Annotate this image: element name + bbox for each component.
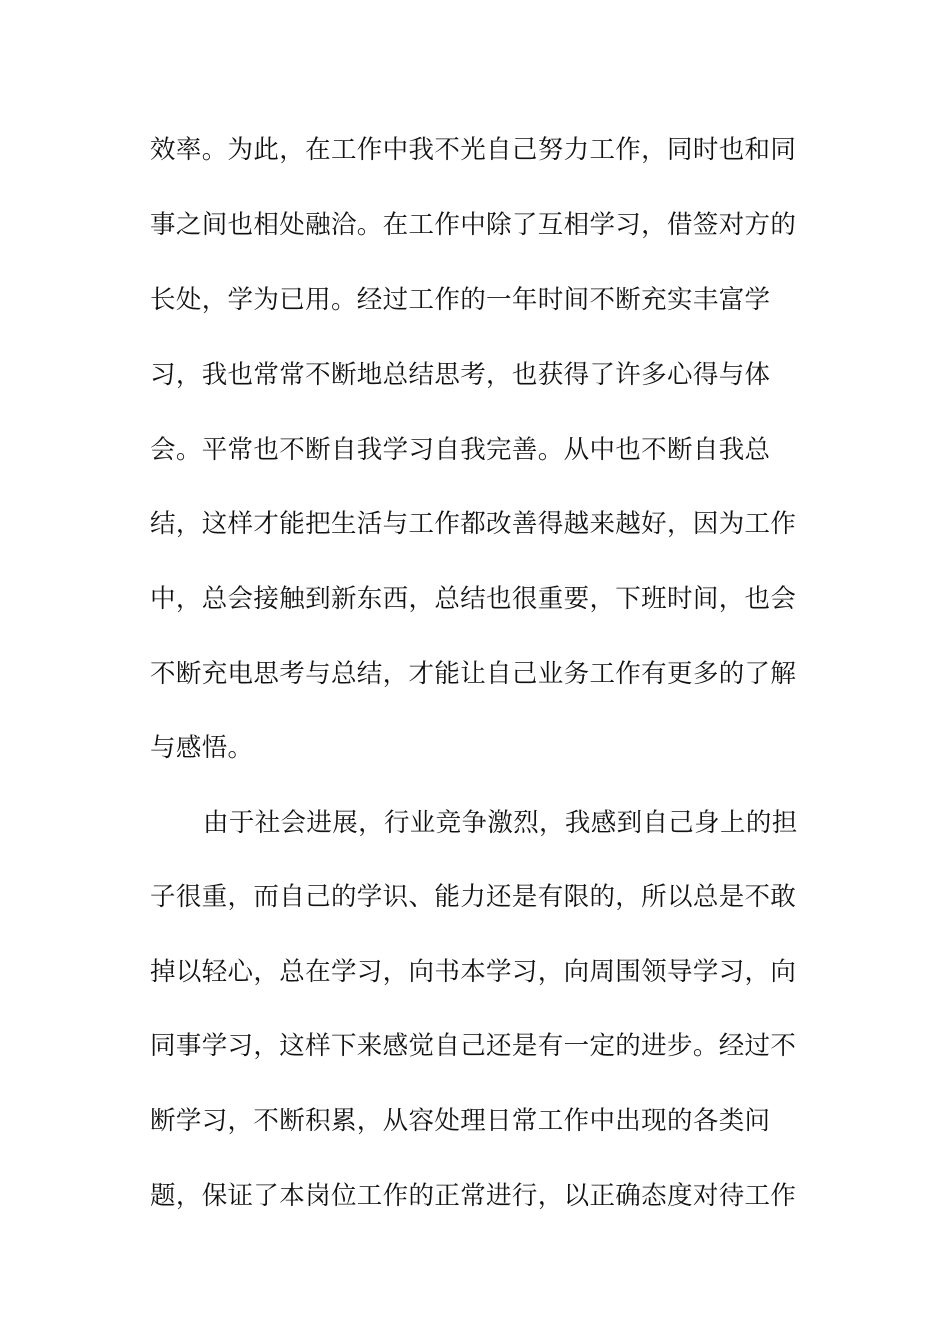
text-line: 断学习，不断积累，从容处理日常工作中出现的各类问 xyxy=(150,1106,771,1136)
text-line: 子很重，而自己的学识、能力还是有限的，所以总是不敢 xyxy=(150,882,797,912)
text-line: 不断充电思考与总结，才能让自己业务工作有更多的了解 xyxy=(150,659,797,689)
text-line: 习，我也常常不断地总结思考，也获得了许多心得与体 xyxy=(150,360,771,390)
text-line: 中，总会接触到新东西，总结也很重要，下班时间，也会 xyxy=(150,584,797,614)
text-line: 效率。为此，在工作中我不光自己努力工作，同时也和同 xyxy=(150,135,797,165)
text-line: 掉以轻心，总在学习，向书本学习，向周围领导学习，向 xyxy=(150,957,797,987)
text-line: 同事学习，这样下来感觉自己还是有一定的进步。经过不 xyxy=(150,1031,797,1061)
text-line: 事之间也相处融洽。在工作中除了互相学习，借签对方的 xyxy=(150,210,797,240)
text-line: 与感悟。 xyxy=(150,733,254,763)
text-line: 会。平常也不断自我学习自我完善。从中也不断自我总 xyxy=(150,435,771,465)
text-line: 题，保证了本岗位工作的正常进行，以正确态度对待工作 xyxy=(150,1181,797,1211)
text-line: 长处，学为已用。经过工作的一年时间不断充实丰富学 xyxy=(150,285,771,315)
paragraph-first-line: 由于社会进展，行业竞争激烈，我感到自己身上的担 xyxy=(203,808,798,838)
text-line: 结，这样才能把生活与工作都改善得越来越好，因为工作 xyxy=(150,509,797,539)
